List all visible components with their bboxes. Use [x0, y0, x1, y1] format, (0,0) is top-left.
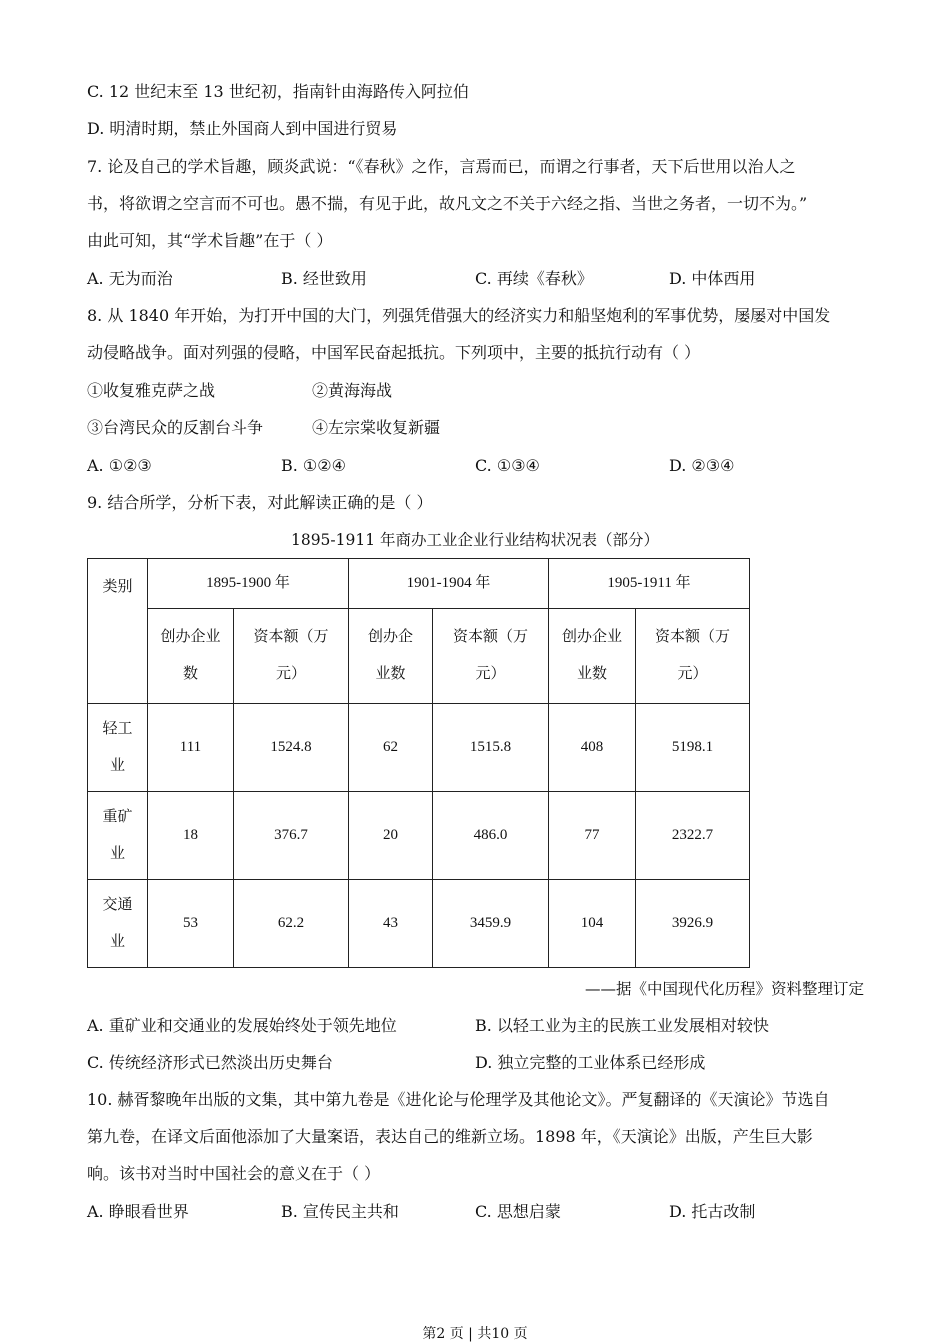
- q7-option-c: C. 再续《春秋》: [475, 269, 593, 288]
- table-cell: 18: [148, 792, 234, 880]
- q10-option-b: B. 宣传民主共和: [281, 1202, 399, 1221]
- q7-option-d: D. 中体西用: [669, 269, 756, 288]
- row-category: 轻工业: [88, 704, 148, 792]
- page-footer: 第2 页 | 共10 页: [422, 1326, 528, 1342]
- table-cell: 1524.8: [234, 704, 349, 792]
- q9-option-c: C. 传统经济形式已然淡出历史舞台: [87, 1053, 333, 1072]
- q8-item-2: ②黄海海战: [312, 381, 393, 400]
- q9-table-title: 1895-1911 年商办工业企业行业结构状况表（部分）: [290, 531, 660, 549]
- q8-option-d: D. ②③④: [669, 456, 735, 475]
- table-cell: 104: [549, 880, 636, 968]
- table-cell: 111: [148, 704, 234, 792]
- table-cell: 2322.7: [636, 792, 750, 880]
- table-cell: 1515.8: [433, 704, 549, 792]
- table-cell: 62.2: [234, 880, 349, 968]
- q9-stem: 9. 结合所学，分析下表，对此解读正确的是（ ）: [87, 493, 433, 512]
- q7-stem-line2: 书，将欲谓之空言而不可也。愚不揣，有见于此，故凡文之不关于六经之指、当世之务者，一切不为。”: [87, 194, 808, 213]
- category-header: 类别: [88, 559, 148, 704]
- period-header-2: 1901-1904 年: [349, 559, 549, 609]
- q10-stem-line1: 10. 赫胥黎晚年出版的文集，其中第九卷是《进化论与伦理学及其他论文》。严复翻译的《天演论》节选自: [87, 1090, 830, 1109]
- table-cell: 20: [349, 792, 433, 880]
- q6-option-c: C. 12 世纪末至 13 世纪初，指南针由海路传入阿拉伯: [87, 82, 469, 101]
- q10-stem-line3: 响。该书对当时中国社会的意义在于（ ）: [87, 1164, 381, 1183]
- period-header-3: 1905-1911 年: [549, 559, 750, 609]
- sub-header-count-2: 创办企业数: [349, 609, 433, 704]
- q8-option-a: A. ①②③: [87, 456, 152, 475]
- q7-option-b: B. 经世致用: [281, 269, 367, 288]
- table-cell: 62: [349, 704, 433, 792]
- table-row: [88, 792, 750, 880]
- q8-item-1: ①收复雅克萨之战: [87, 381, 216, 400]
- table-cell: 77: [549, 792, 636, 880]
- q9-table-source: ——据《中国现代化历程》资料整理订定: [584, 980, 864, 998]
- table-cell: 486.0: [433, 792, 549, 880]
- q10-stem-line2: 第九卷，在译文后面他添加了大量案语，表达自己的维新立场。1898 年，《天演论》出版，产生巨大影: [87, 1127, 813, 1146]
- row-category: 重矿业: [88, 792, 148, 880]
- q6-option-d: D. 明清时期，禁止外国商人到中国进行贸易: [87, 119, 398, 138]
- q8-item-3: ③台湾民众的反割台斗争: [87, 418, 264, 437]
- table-cell: 3459.9: [433, 880, 549, 968]
- q9-option-d: D. 独立完整的工业体系已经形成: [475, 1053, 706, 1072]
- q8-stem-line2: 动侵略战争。面对列强的侵略，中国军民奋起抵抗。下列项中，主要的抵抗行动有（ ）: [87, 343, 701, 362]
- sub-header-capital-3: 资本额（万元）: [636, 609, 750, 704]
- sub-header-count-1: 创办企业数: [148, 609, 234, 704]
- table-row: [88, 880, 750, 968]
- table-cell: 53: [148, 880, 234, 968]
- q10-option-d: D. 托古改制: [669, 1202, 756, 1221]
- sub-header-capital-1: 资本额（万元）: [234, 609, 349, 704]
- q8-stem-line1: 8. 从 1840 年开始，为打开中国的大门，列强凭借强大的经济实力和船坚炮利的军事优势，屡屡对中国发: [87, 306, 831, 325]
- sub-header-capital-2: 资本额（万元）: [433, 609, 549, 704]
- q10-option-c: C. 思想启蒙: [475, 1202, 561, 1221]
- q8-option-c: C. ①③④: [475, 456, 540, 475]
- table-cell: 5198.1: [636, 704, 750, 792]
- table-cell: 3926.9: [636, 880, 750, 968]
- q9-data-table: [87, 558, 750, 968]
- period-header-1: 1895-1900 年: [148, 559, 349, 609]
- table-cell: 43: [349, 880, 433, 968]
- row-category: 交通业: [88, 880, 148, 968]
- table-cell: 376.7: [234, 792, 349, 880]
- q9-option-a: A. 重矿业和交通业的发展始终处于领先地位: [87, 1016, 397, 1035]
- q10-option-a: A. 睁眼看世界: [87, 1202, 189, 1221]
- table-row: [88, 704, 750, 792]
- q7-option-a: A. 无为而治: [87, 269, 173, 288]
- q7-stem-line1: 7. 论及自己的学术旨趣，顾炎武说：“《春秋》之作，言焉而已，而谓之行事者，天下后世用以治人之: [87, 157, 796, 176]
- q7-stem-line3: 由此可知，其“学术旨趣”在于（ ）: [87, 231, 333, 250]
- table-cell: 408: [549, 704, 636, 792]
- sub-header-count-3: 创办企业业数: [549, 609, 636, 704]
- q8-option-b: B. ①②④: [281, 456, 346, 475]
- q9-option-b: B. 以轻工业为主的民族工业发展相对较快: [475, 1016, 769, 1035]
- q8-item-4: ④左宗棠收复新疆: [312, 418, 441, 437]
